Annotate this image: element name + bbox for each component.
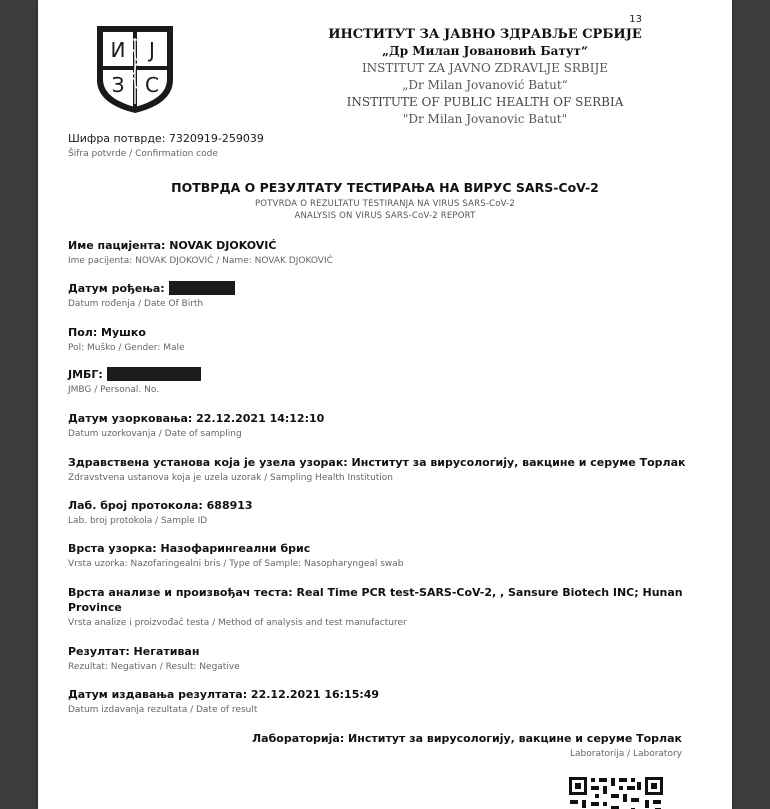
document-page — [38, 0, 732, 809]
protocol-sub: Lab. broj protokola / Sample ID — [68, 516, 208, 526]
jmbg-sub: JMBG / Personal. No. — [68, 385, 160, 395]
field-result — [68, 644, 698, 672]
sampling-date-sub: Datum uzorkovanja / Date of sampling — [68, 429, 242, 439]
sampling-date-main: Датум узорковања: 22.12.2021 14:12:10 — [68, 412, 325, 425]
sample-type-main: Врста узорка: Назофарингеални брис — [68, 542, 311, 555]
institute-name-cyr: ИНСТИТУТ ЗА ЈАВНО ЗДРАВЉЕ СРБИЈЕ — [328, 27, 642, 42]
logo-letter-2: Ј — [149, 38, 155, 62]
jmbg-label: ЈМБГ: — [68, 368, 103, 381]
issue-date-sub: Datum izdavanja rezultata / Date of result — [68, 705, 258, 715]
dob-label: Датум рођења: — [68, 282, 165, 295]
dob-sub: Datum rođenja / Date Of Birth — [68, 299, 204, 309]
page-number: 13 — [629, 14, 642, 25]
field-protocol-number — [68, 498, 698, 526]
confirmation-code-sub: Šifra potvrde / Confirmation code — [68, 149, 218, 159]
jmbg-redaction — [107, 367, 201, 381]
laboratory-sub: Laboratorija / Laboratory — [570, 749, 682, 759]
institution-sub: Zdravstvena ustanova koja je uzela uzorak / Sampling Health Institution — [68, 473, 394, 483]
logo-letter-4: С — [145, 73, 159, 97]
confirmation-code-main: Шифра потврде: 7320919-259039 — [68, 132, 264, 145]
patient-name-sub: Ime pacijenta: NOVAK DJOKOVIĆ / Name: NOVAK DJOKOVIĆ — [68, 256, 333, 266]
protocol-main: Лаб. број протокола: 688913 — [68, 499, 253, 512]
institute-name-en: INSTITUTE OF PUBLIC HEALTH OF SERBIA — [346, 95, 624, 109]
dob-redaction — [169, 281, 235, 295]
title-cyr: ПОТВРДА О РЕЗУЛТАТУ ТЕСТИРАЊА НА ВИРУС SARS-CoV-2 — [171, 180, 599, 195]
field-jmbg — [68, 367, 698, 395]
result-main: Резултат: Негативан — [68, 645, 200, 658]
analysis-sub: Vrsta analize i proizvođač testa / Method of analysis and test manufacturer — [68, 618, 407, 628]
gender-sub: Pol: Muško / Gender: Male — [68, 343, 185, 353]
institute-namesake-cyr: „Др Милан Јовановић Батут“ — [382, 44, 588, 58]
field-analysis-method — [68, 585, 698, 628]
field-patient-name — [68, 238, 698, 266]
patient-name-main: Име пацијента: NOVAK DJOKOVIĆ — [68, 239, 277, 252]
title-en: ANALYSIS ON VIRUS SARS-CoV-2 REPORT — [294, 211, 476, 221]
institute-header — [258, 26, 712, 128]
title-lat: POTVRDA O REZULTATU TESTIRANJA NA VIRUS SARS-CoV-2 — [254, 199, 516, 209]
laboratory-signature — [252, 732, 682, 759]
laboratory-main: Лабораторија: Институт за вирусологију, вакцине и серуме Торлак — [252, 732, 682, 745]
qr-code-icon — [568, 776, 664, 809]
gender-main: Пол: Мушко — [68, 326, 146, 339]
field-sample-type — [68, 541, 698, 569]
issue-date-main: Датум издавања резултата: 22.12.2021 16:15:49 — [68, 688, 380, 701]
document-title — [38, 180, 732, 221]
field-issue-date — [68, 687, 698, 715]
institution-main: Здравствена установа која је узела узорак: Институт за вирусологију, вакцине и серуме Торлак — [68, 456, 686, 469]
dob-main — [68, 281, 698, 296]
institute-logo — [94, 24, 176, 114]
result-sub: Rezultat: Negativan / Result: Negative — [68, 662, 240, 672]
field-gender — [68, 325, 698, 353]
institute-namesake-lat: „Dr Milan Jovanović Batut“ — [402, 78, 568, 92]
sample-type-sub: Vrsta uzorka: Nazofaringealni bris / Type of Sample: Nasopharyngeal swab — [68, 559, 404, 569]
field-sampling-date — [68, 411, 698, 439]
field-sampling-institution — [68, 455, 698, 483]
institute-namesake-en: "Dr Milan Jovanovic Batut" — [402, 112, 568, 126]
field-date-of-birth — [68, 281, 698, 309]
logo-letter-3: З — [111, 73, 125, 97]
jmbg-main — [68, 367, 698, 382]
institute-name-lat: INSTITUT ZA JAVNO ZDRAVLJE SRBIJE — [361, 61, 609, 75]
logo-letter-1: И — [110, 38, 126, 62]
analysis-main: Врста анализе и произвођач теста: Real Time PCR test-SARS-CoV-2, , Sansure Biotech INC; Hunan Province — [68, 586, 683, 614]
confirmation-code — [68, 132, 264, 159]
